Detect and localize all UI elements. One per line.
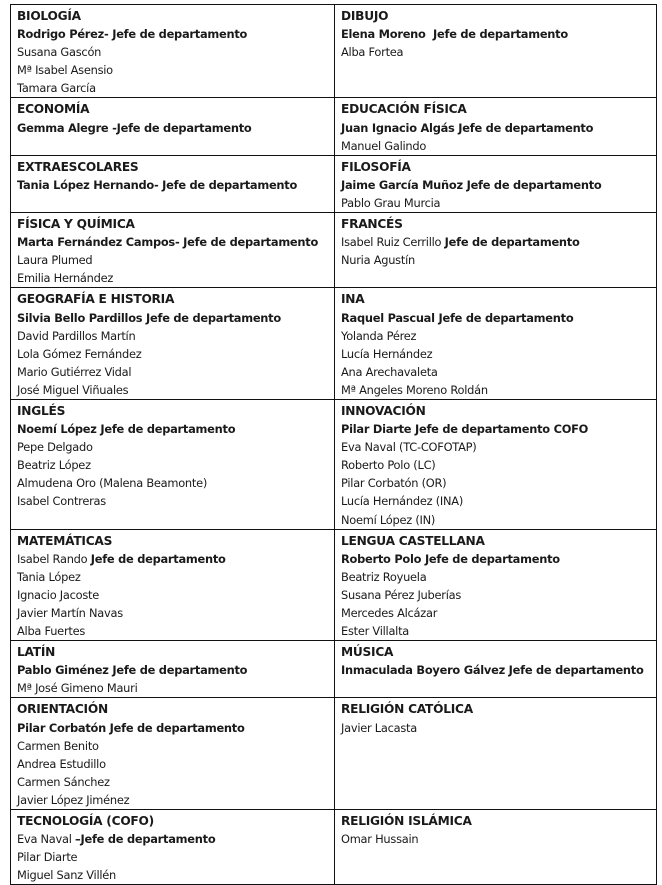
table-row bbox=[11, 529, 657, 641]
table-row bbox=[11, 641, 657, 698]
department-cell bbox=[335, 399, 657, 529]
department-member: Andrea Estudillo bbox=[17, 756, 106, 771]
department-cell bbox=[335, 641, 657, 698]
department-head-role: Marta Fernández Campos- Jefe de departamento bbox=[17, 235, 319, 250]
department-member: Susana Gascón bbox=[17, 45, 102, 60]
department-cell bbox=[335, 155, 657, 212]
department-head bbox=[17, 233, 328, 251]
department-head bbox=[341, 233, 650, 251]
department-head bbox=[17, 719, 328, 737]
department-head bbox=[341, 661, 650, 679]
department-member: Mª José Gimeno Mauri bbox=[17, 681, 138, 696]
department-head-role: Roberto Polo Jefe de departamento bbox=[341, 551, 560, 566]
table-row bbox=[11, 288, 657, 400]
department-head-role: Jefe de departamento bbox=[90, 551, 226, 566]
department-head-role: Jefe de departamento bbox=[444, 235, 580, 250]
department-member: Susana Pérez Juberías bbox=[341, 587, 462, 602]
department-member: Pablo Grau Murcia bbox=[341, 195, 441, 210]
department-head bbox=[341, 550, 650, 568]
table-row bbox=[11, 698, 657, 810]
department-head-role: Jaime García Muñoz Jefe de departamento bbox=[341, 177, 602, 192]
table-row bbox=[11, 399, 657, 529]
department-head bbox=[17, 550, 328, 568]
department-cell bbox=[11, 641, 335, 698]
department-cell bbox=[335, 288, 657, 400]
department-head bbox=[341, 25, 650, 43]
department-name: LENGUA CASTELLANA bbox=[341, 533, 485, 548]
department-name: EDUCACIÓN FÍSICA bbox=[341, 102, 467, 117]
department-name: MATEMÁTICAS bbox=[17, 533, 113, 548]
department-head-name: Eva Naval bbox=[17, 832, 76, 847]
department-member: Emilia Hernández bbox=[17, 271, 114, 286]
department-member: Carmen Sánchez bbox=[17, 774, 110, 789]
departments-table bbox=[10, 4, 657, 885]
department-head-role: Inmaculada Boyero Gálvez Jefe de departamento bbox=[341, 663, 644, 678]
department-head-role: Raquel Pascual Jefe de departamento bbox=[341, 310, 574, 325]
department-member: Isabel Contreras bbox=[17, 494, 106, 509]
department-member: Eva Naval (TC-COFOTAP) bbox=[341, 440, 477, 455]
department-head-role: Pilar Diarte Jefe de departamento COFO bbox=[341, 422, 589, 437]
department-member: Laura Plumed bbox=[17, 253, 93, 268]
department-member: Ana Arechavaleta bbox=[341, 364, 438, 379]
department-head-role: Rodrigo Pérez- Jefe de departamento bbox=[17, 27, 248, 42]
department-member: Ester Villalta bbox=[341, 624, 410, 639]
department-member: Pepe Delgado bbox=[17, 440, 93, 455]
department-member: Tamara García bbox=[17, 81, 96, 96]
department-member: Pilar Diarte bbox=[17, 850, 78, 865]
department-name: FILOSOFÍA bbox=[341, 159, 411, 174]
department-head-name: Isabel Rando bbox=[17, 551, 91, 566]
department-member: Javier Lacasta bbox=[341, 720, 418, 735]
department-name: INGLÉS bbox=[17, 403, 66, 418]
department-name: LATÍN bbox=[17, 645, 56, 660]
department-member: Mª Isabel Asensio bbox=[17, 63, 113, 78]
department-member: Almudena Oro (Malena Beamonte) bbox=[17, 476, 208, 491]
department-cell bbox=[11, 399, 335, 529]
department-name: FÍSICA Y QUÍMICA bbox=[17, 217, 135, 232]
department-member: Alba Fuertes bbox=[17, 624, 86, 639]
department-member: Javier Martín Navas bbox=[17, 606, 123, 620]
department-head bbox=[17, 119, 328, 137]
department-head-role: Pilar Corbatón Jefe de departamento bbox=[17, 720, 245, 735]
department-member: Carmen Benito bbox=[17, 738, 99, 753]
department-cell bbox=[335, 810, 657, 885]
department-head-role: Juan Ignacio Algás Jefe de departamento bbox=[341, 120, 594, 135]
table-row bbox=[11, 213, 657, 288]
department-name: EXTRAESCOLARES bbox=[17, 159, 139, 174]
department-head-role: Pablo Giménez Jefe de departamento bbox=[17, 663, 248, 678]
department-cell bbox=[11, 810, 335, 885]
table-row bbox=[11, 155, 657, 212]
department-cell bbox=[335, 698, 657, 810]
department-member: Ignacio Jacoste bbox=[17, 587, 100, 602]
department-cell bbox=[11, 288, 335, 400]
department-head bbox=[341, 176, 650, 194]
department-member: Lola Gómez Fernández bbox=[17, 346, 142, 361]
department-cell bbox=[335, 5, 657, 98]
department-name: ECONOMÍA bbox=[17, 102, 90, 117]
department-member: Mª Angeles Moreno Roldán bbox=[341, 382, 488, 397]
department-cell bbox=[11, 529, 335, 641]
department-head bbox=[341, 119, 650, 137]
department-head-role: Elena Moreno Jefe de departamento bbox=[341, 27, 568, 42]
department-member: Tania López bbox=[17, 569, 81, 584]
department-head bbox=[17, 420, 328, 438]
table-row bbox=[11, 5, 657, 98]
department-head-role: Gemma Alegre -Jefe de departamento bbox=[17, 120, 252, 135]
department-name: DIBUJO bbox=[341, 9, 389, 23]
department-cell bbox=[335, 529, 657, 641]
department-member: Lucía Hernández (INA) bbox=[341, 494, 464, 509]
department-member: Miguel Sanz Villén bbox=[17, 868, 117, 883]
department-head bbox=[17, 176, 328, 194]
table-row bbox=[11, 810, 657, 885]
department-name: RELIGIÓN CATÓLICA bbox=[341, 702, 473, 717]
department-name: BIOLOGÍA bbox=[17, 9, 81, 23]
department-head-role: Tania López Hernando- Jefe de departamento bbox=[17, 177, 298, 192]
department-head bbox=[341, 309, 650, 327]
department-name: INNOVACIÓN bbox=[341, 403, 426, 418]
department-member: Noemí López (IN) bbox=[341, 512, 436, 527]
department-cell bbox=[335, 213, 657, 288]
department-name: MÚSICA bbox=[341, 645, 394, 660]
department-member: Mario Gutiérrez Vidal bbox=[17, 364, 132, 379]
department-head-role: Silvia Bello Pardillos Jefe de departamento bbox=[17, 310, 281, 325]
department-name: GEOGRAFÍA E HISTORIA bbox=[17, 292, 175, 307]
department-member: Alba Fortea bbox=[341, 45, 404, 60]
department-name: ORIENTACIÓN bbox=[17, 702, 108, 717]
department-member: Pilar Corbatón (OR) bbox=[341, 476, 447, 491]
department-member: Mercedes Alcázar bbox=[341, 606, 438, 620]
department-member: Beatriz Royuela bbox=[341, 569, 427, 584]
department-head-role: Noemí López Jefe de departamento bbox=[17, 422, 236, 437]
department-head bbox=[17, 830, 328, 848]
department-member: David Pardillos Martín bbox=[17, 328, 136, 343]
department-member: Lucía Hernández bbox=[341, 346, 433, 361]
department-head bbox=[341, 420, 650, 438]
department-cell bbox=[11, 98, 335, 155]
department-head-role: –Jefe de departamento bbox=[75, 832, 216, 847]
department-member: Nuria Agustín bbox=[341, 253, 415, 268]
department-member: Beatriz López bbox=[17, 458, 91, 473]
department-head bbox=[17, 661, 328, 679]
department-name: TECNOLOGÍA (COFO) bbox=[17, 814, 154, 829]
department-member: Manuel Galindo bbox=[341, 138, 427, 153]
department-member: Omar Hussain bbox=[341, 832, 419, 847]
department-cell bbox=[11, 155, 335, 212]
department-cell bbox=[11, 698, 335, 810]
department-member: Yolanda Pérez bbox=[341, 328, 417, 343]
department-name: INA bbox=[341, 292, 365, 307]
department-cell bbox=[11, 213, 335, 288]
department-member: José Miguel Viñuales bbox=[17, 382, 129, 397]
department-cell bbox=[335, 98, 657, 155]
department-head bbox=[17, 25, 328, 43]
department-name: FRANCÉS bbox=[341, 217, 403, 232]
department-member: Javier López Jiménez bbox=[17, 792, 130, 807]
department-head-name: Isabel Ruiz Cerrillo bbox=[341, 235, 445, 250]
department-cell bbox=[11, 5, 335, 98]
table-row bbox=[11, 98, 657, 155]
department-name: RELIGIÓN ISLÁMICA bbox=[341, 814, 472, 829]
department-head bbox=[17, 309, 328, 327]
department-member: Roberto Polo (LC) bbox=[341, 458, 436, 473]
